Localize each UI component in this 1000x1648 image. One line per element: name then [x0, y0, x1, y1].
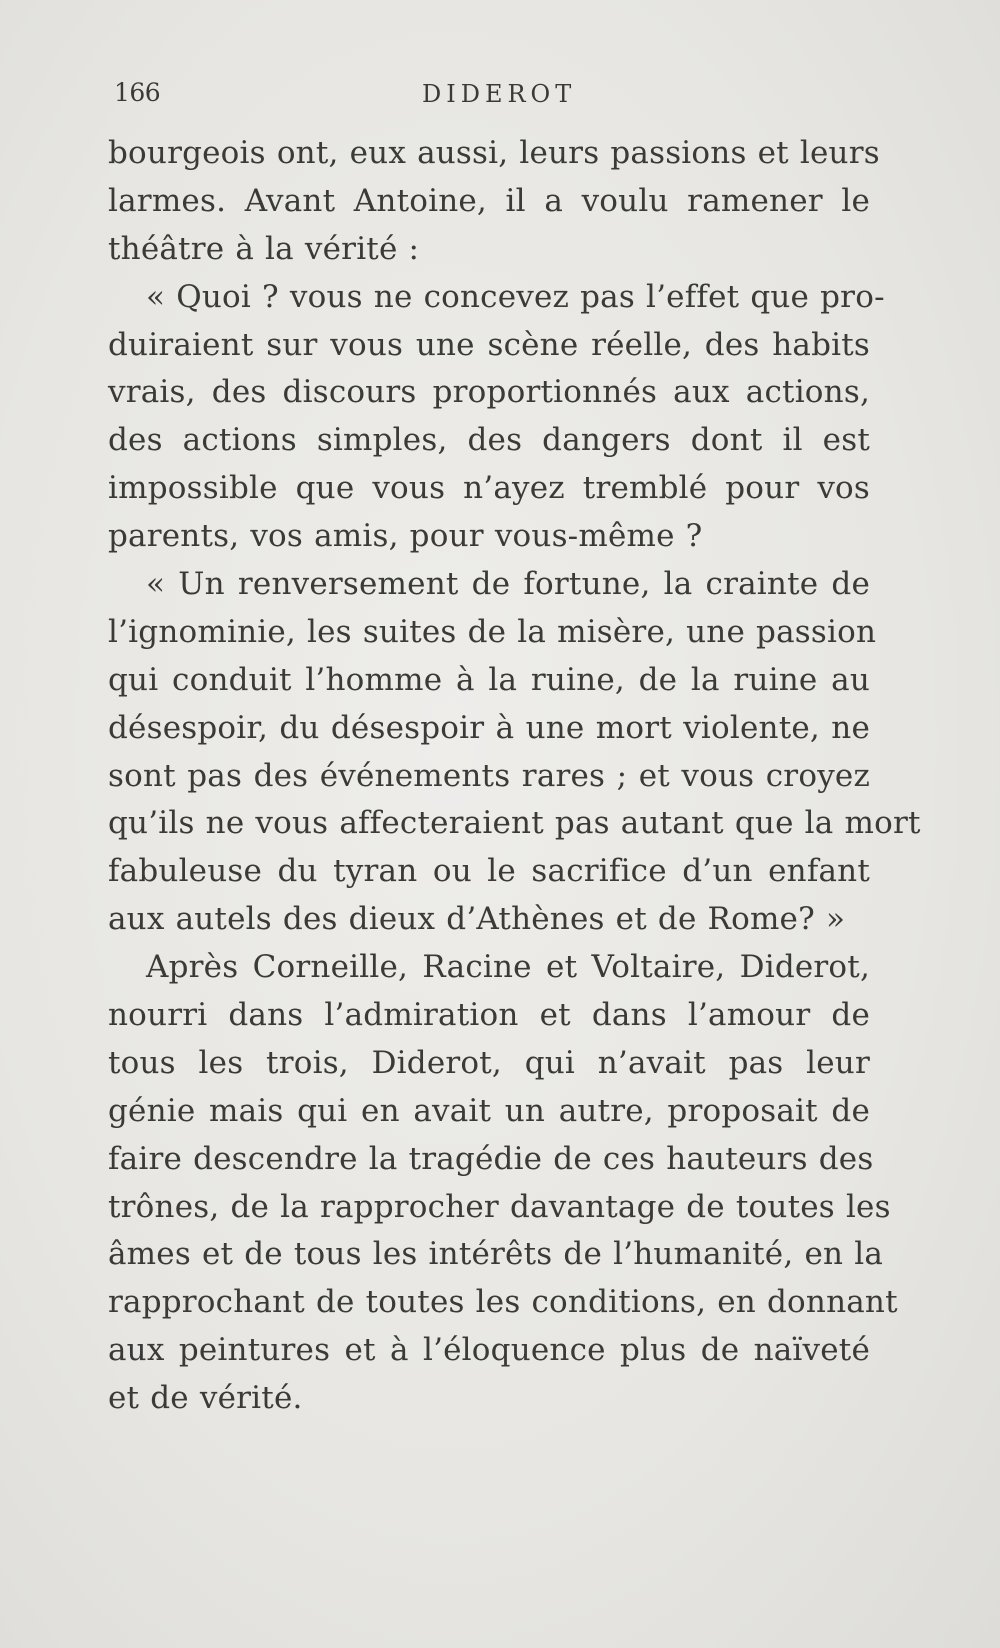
- page-header: [114, 78, 874, 118]
- text-line: « Quoi ? vous ne concevez pas l’effet que pro-: [146, 278, 885, 315]
- body-text: [108, 130, 921, 1423]
- text-line: génie mais qui en avait un autre, proposait de: [108, 1092, 870, 1129]
- text-line: qu’ils ne vous affecteraient pas autant que la mort: [108, 805, 921, 842]
- text-line: larmes. Avant Antoine, il a voulu ramener le: [108, 182, 870, 219]
- text-line: aux autels des dieux d’Athènes et de Rome? »: [108, 901, 846, 938]
- text-line: l’ignominie, les suites de la misère, une passion: [108, 613, 877, 650]
- text-line: et de vérité.: [108, 1380, 303, 1417]
- text-line: théâtre à la vérité :: [108, 230, 420, 267]
- text-line: Après Corneille, Racine et Voltaire, Diderot,: [146, 949, 870, 986]
- text-line: « Un renversement de fortune, la crainte de: [146, 566, 870, 603]
- text-line: des actions simples, des dangers dont il est: [108, 422, 870, 459]
- text-line: tous les trois, Diderot, qui n’avait pas leur: [108, 1044, 870, 1081]
- running-head: DIDEROT: [422, 80, 577, 108]
- text-line: qui conduit l’homme à la ruine, de la ruine au: [108, 661, 870, 698]
- text-line: impossible que vous n’ayez tremblé pour vos: [108, 470, 870, 507]
- text-line: rapprochant de toutes les conditions, en donnant: [108, 1284, 898, 1321]
- text-line: duiraient sur vous une scène réelle, des habits: [108, 326, 870, 363]
- text-line: fabuleuse du tyran ou le sacrifice d’un enfant: [108, 853, 870, 890]
- text-line: aux peintures et à l’éloquence plus de naïveté: [108, 1332, 870, 1369]
- text-line: désespoir, du désespoir à une mort violente, ne: [108, 709, 870, 746]
- text-line: sont pas des événements rares ; et vous croyez: [108, 757, 870, 794]
- text-line: bourgeois ont, eux aussi, leurs passions et leurs: [108, 135, 880, 171]
- text-line: âmes et de tous les intérêts de l’humanité, en la: [108, 1236, 884, 1273]
- text-line: faire descendre la tragédie de ces hauteurs des: [108, 1140, 874, 1177]
- text-line: nourri dans l’admiration et dans l’amour de: [108, 997, 870, 1034]
- text-line: parents, vos amis, pour vous-même ?: [108, 518, 703, 555]
- page-number: 166: [114, 78, 161, 107]
- text-line: vrais, des discours proportionnés aux actions,: [108, 374, 870, 411]
- text-line: trônes, de la rapprocher davantage de toutes les: [108, 1188, 891, 1225]
